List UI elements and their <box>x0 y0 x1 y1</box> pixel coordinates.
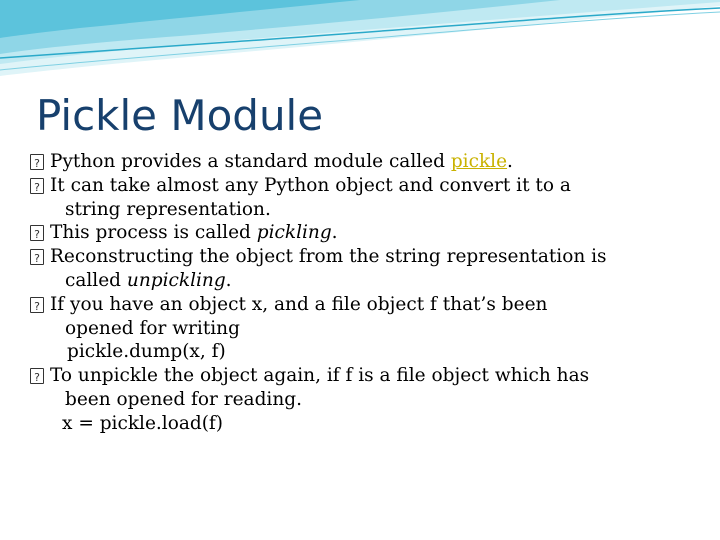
bullet-item: ? If you have an object x, and a file object f that’s been <box>30 293 702 317</box>
bullet-item: ? To unpickle the object again, if f is a file object which has <box>30 364 702 388</box>
bullet-item: ? Python provides a standard module called pickle. <box>30 150 702 174</box>
bullet-continuation: opened for writing <box>65 317 240 339</box>
bullet-icon <box>30 297 44 313</box>
bullet-list <box>30 150 702 436</box>
code-line: pickle.dump(x, f) <box>67 341 226 363</box>
slide-title: Pickle Module <box>36 91 324 140</box>
bullet-icon <box>30 154 44 170</box>
bullet-continuation: been opened for reading. <box>65 388 302 410</box>
bullet-icon <box>30 249 44 265</box>
bullet-continuation: called unpickling. <box>65 269 232 291</box>
bullet-icon <box>30 368 44 384</box>
bullet-icon <box>30 178 44 194</box>
bullet-icon <box>30 225 44 241</box>
bullet-continuation: string representation. <box>65 198 271 220</box>
decorative-wave-banner <box>0 0 720 90</box>
bullet-item: ? It can take almost any Python object and convert it to a <box>30 174 702 198</box>
bullet-item: ? This process is called pickling. <box>30 221 702 245</box>
bullet-item: ? Reconstructing the object from the string representation is <box>30 245 702 269</box>
pickle-link[interactable]: pickle <box>450 151 508 172</box>
code-line: x = pickle.load(f) <box>62 412 223 434</box>
